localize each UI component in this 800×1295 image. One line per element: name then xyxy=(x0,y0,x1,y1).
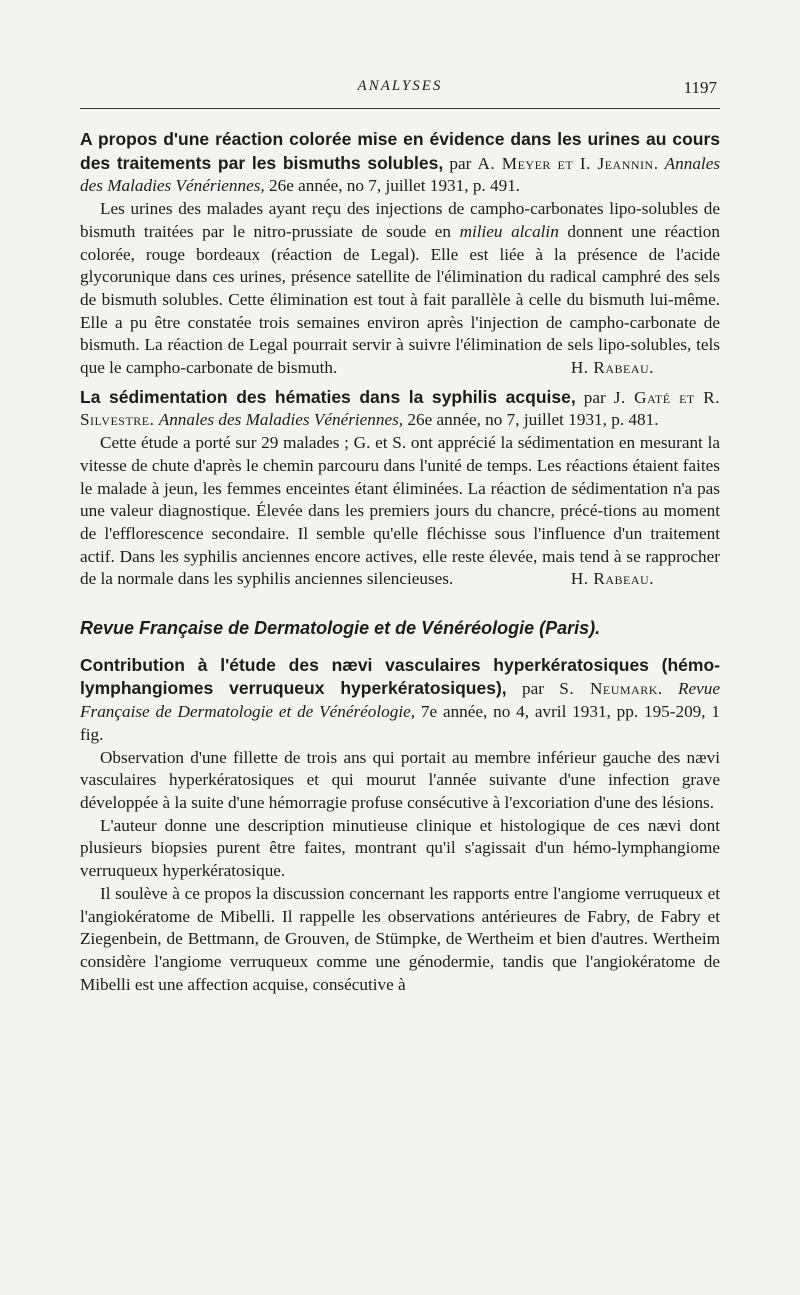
journal-name: Annales des Maladies Vénériennes, xyxy=(158,410,404,430)
body-text: Cette étude a porté sur 29 malades ; G. et S. ont apprécié la sédimentation en mesurant la vitesse de chute d'après le chemin parcouru dans l'unité de temps. Les réactions étaient faites le malade à jeun, les femmes enceintes étant éliminées. La réaction de sédimentation n'a pas une valeur diagnostique. Élevée dans les premiers jours du chancre, précé-tions au moment de l'efflorescence secondaire. Il semble qu'elle fléchisse sous l'influence d'un traitement actif. Dans les syphilis anciennes encore actives, elle reste élevée, mais tend à se rapprocher de la normale dans les syphilis anciennes silencieuses. xyxy=(80,433,720,589)
header-rule xyxy=(80,108,720,109)
reviewer-signature: H. Rabeau. xyxy=(570,569,654,589)
article-body xyxy=(80,198,720,380)
page-content xyxy=(80,122,720,996)
by-word: par xyxy=(449,153,472,173)
article-title: A propos d'une réaction colorée mise en évidence dans les urines au cours des traitements par les bismuths solubles, xyxy=(80,129,720,173)
article-meyer-jeannin xyxy=(80,128,720,380)
article-authors: S. Neumark. xyxy=(559,679,663,699)
article-title: Contribution à l'étude des nævi vasculaires hyperkératosiques (hémo-lymphangiomes verruqueux hyperkératosiques), xyxy=(80,654,720,699)
reviewer-signature: H. Rabeau. xyxy=(570,358,654,378)
journal-name: Revue Française de Dermatologie et de Vénéréologie, xyxy=(80,679,721,722)
section-heading: Revue Française de Dermatologie et de Vénéréologie (Paris). xyxy=(80,618,601,639)
page-number: 1197 xyxy=(683,78,717,97)
article-paragraph: Observation d'une fillette de trois ans qui portait au membre inférieur gauche des nævi vasculaires hyperkératosiques et qui mourut l'année suivante d'une infection grave développée à la suite d'une hémorragie profuse consécutive à l'excoriation d'une des lésions. xyxy=(80,747,720,812)
citation: 26e année, no 7, juillet 1931, p. 481. xyxy=(407,410,659,430)
article-authors: J. Gaté et R. Silvestre. xyxy=(80,387,721,430)
running-head: ANALYSES xyxy=(357,78,443,94)
article-paragraph: Il soulève à ce propos la discussion concernant les rapports entre l'angiome verruqueux et l'angiokératome de Mibelli. Il rappelle les observations antérieures de Fabry, de Fabry et Ziegenbein, de Bettmann, de Grouven, de Stümpke, de Wertheim et bien d'autres. Wertheim considère l'angiome verruqueux comme une génodermie, tandis que l'angiokératome de Mibelli est une affection acquise, consécutive à xyxy=(80,883,720,994)
article-gate-silvestre xyxy=(80,386,720,591)
body-text: Les urines des malades ayant reçu des injections de campho-carbonates lipo-solubles de bismuth traitées par le nitro-prussiate de soude en xyxy=(80,199,720,241)
article-paragraph: L'auteur donne une description minutieuse clinique et histologique de ces nævi dont plusieurs biopsies purent être faites, montrant qu'il s'agissait d'un hémo-lymphangiome verruqueux hyperkératosique. xyxy=(80,815,720,881)
article-title: La sédimentation des hématies dans la syphilis acquise, xyxy=(80,386,576,407)
article-authors: A. Meyer et I. Jeannin. xyxy=(477,153,659,173)
citation: 26e année, no 7, juillet 1931, p. 491. xyxy=(269,176,521,196)
citation: 7e année, no 4, avril 1931, pp. 195-209, 1 fig. xyxy=(80,702,720,744)
article-body xyxy=(80,432,720,591)
article-neumark xyxy=(80,654,720,997)
by-word: par xyxy=(522,679,544,699)
body-text: donnent une réaction colorée, rouge bordeaux (réaction de Legal). Elle est liée à la présence de l'acide glycorunique dans ces urines, présence satellite de l'élimination du radical camphré des sels de bismuth solubles. Cette élimination est tout à fait parallèle à celle du bismuth lui-même. Elle a pu être constatée trois semaines environ après l'injection de campho-carbonate de bismuth. La réaction de Legal pourrait servir à suivre l'élimination de sels lipo-solubles, tels que le campho-carbonate de bismuth. xyxy=(80,221,720,378)
body-emphasis: milieu alcalin xyxy=(459,221,559,241)
article-heading xyxy=(80,386,720,432)
article-heading xyxy=(80,654,720,747)
journal-name: Annales des Maladies Vénériennes, xyxy=(80,153,721,196)
article-heading xyxy=(80,128,720,198)
by-word: par xyxy=(583,387,606,407)
